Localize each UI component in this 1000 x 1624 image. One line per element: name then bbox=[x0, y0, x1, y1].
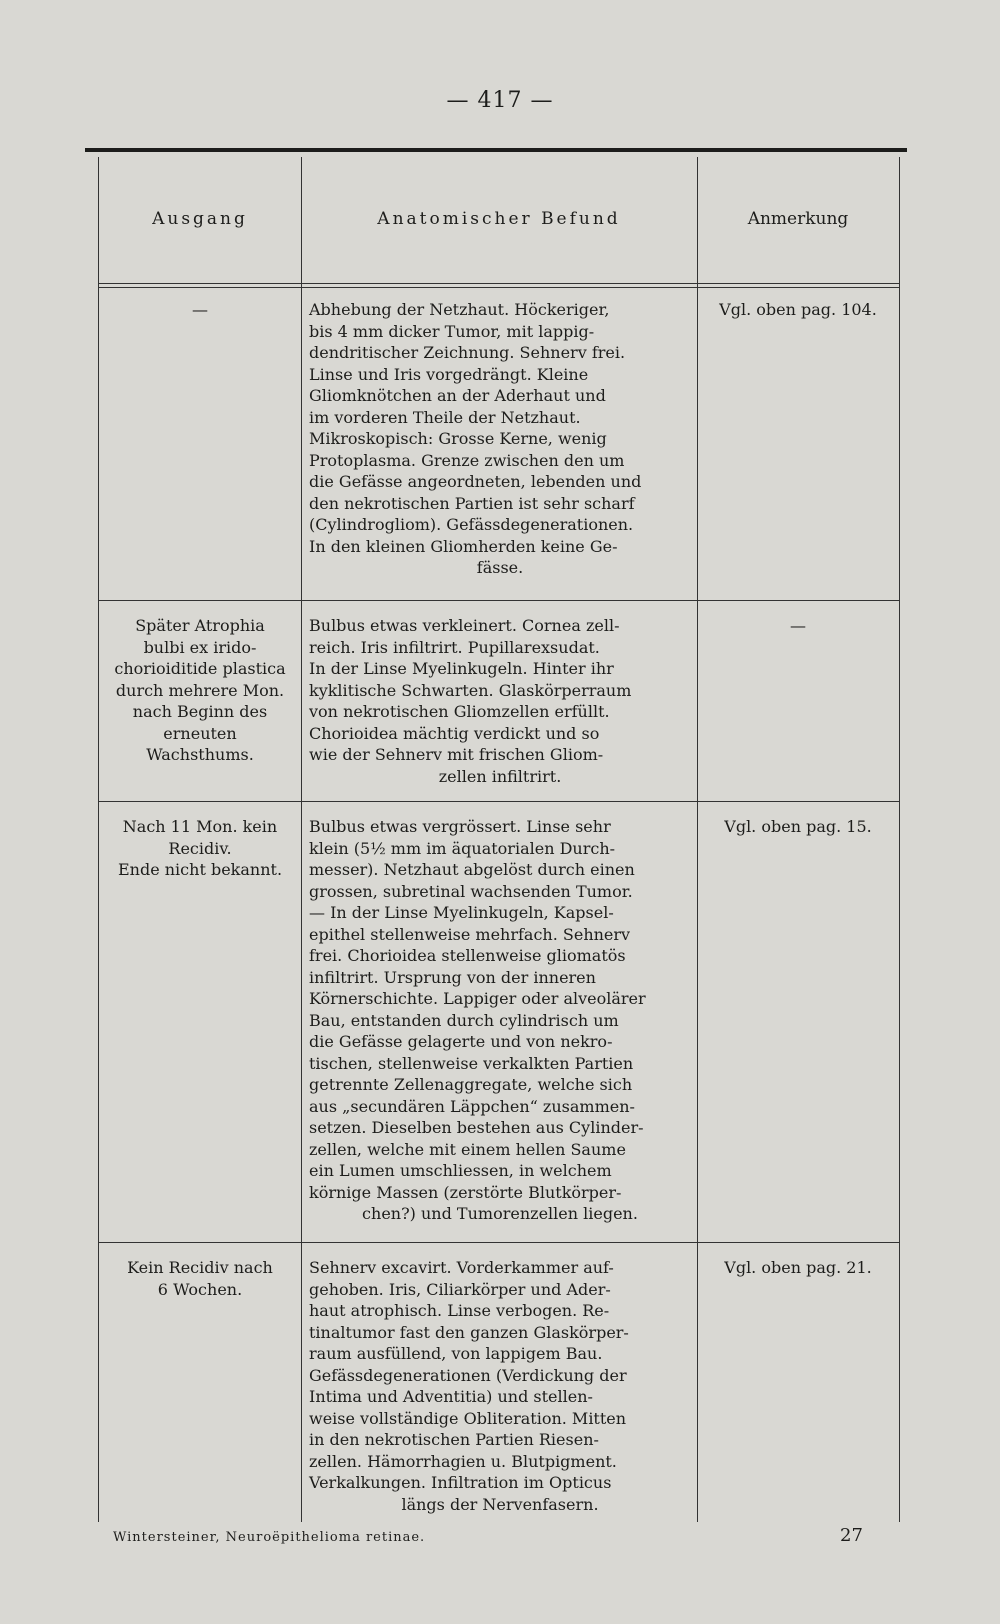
row-3-befund-line: infiltrirt. Ursprung von der inneren bbox=[309, 967, 596, 987]
row-3-ausgang bbox=[99, 816, 301, 881]
row-3-befund bbox=[309, 816, 691, 1225]
row-3-befund-line: zellen, welche mit einem hellen Saume bbox=[309, 1139, 626, 1159]
row-4-befund-line: tinaltumor fast den ganzen Glaskörper- bbox=[309, 1322, 629, 1342]
row-4-ausgang-line: Kein Recidiv nach bbox=[127, 1258, 273, 1277]
row-1-anmerkung: Vgl. oben pag. 104. bbox=[719, 300, 877, 319]
row-1-befund-line: In den kleinen Gliomherden keine Ge- bbox=[309, 536, 618, 556]
row-rule-3 bbox=[99, 1242, 899, 1243]
row-4-befund-line: gehoben. Iris, Ciliarkörper und Ader- bbox=[309, 1279, 611, 1299]
row-1-befund-line: den nekrotischen Partien ist sehr scharf bbox=[309, 493, 635, 513]
row-4-befund-line: Sehnerv excavirt. Vorderkammer auf- bbox=[309, 1258, 614, 1277]
row-1-befund-line: Linse und Iris vorgedrängt. Kleine bbox=[309, 364, 589, 384]
row-1-befund-line: die Gefässe angeordneten, lebenden und bbox=[309, 472, 642, 491]
row-1-ausgang bbox=[103, 299, 297, 321]
row-3-befund-line: klein (5½ mm im äquatorialen Durch- bbox=[309, 838, 616, 858]
header-rule-upper bbox=[99, 283, 899, 284]
row-3-ausgang-line: Ende nicht bekannt. bbox=[117, 860, 283, 879]
row-2-befund-line: zellen infiltrirt. bbox=[438, 766, 562, 786]
row-3-befund-line: ein Lumen umschliessen, in welchem bbox=[309, 1161, 612, 1180]
footer-signature-number: 27 bbox=[840, 1525, 863, 1546]
row-2-ausgang-line: Wachsthums. bbox=[146, 745, 254, 764]
row-3-ausgang-line: Nach 11 Mon. kein bbox=[122, 817, 278, 836]
row-2-befund-line: von nekrotischen Gliomzellen erfüllt. bbox=[309, 702, 610, 721]
row-4-befund-line: Intima und Adventitia) und stellen- bbox=[309, 1387, 593, 1406]
row-3-befund-line: körnige Massen (zerstörte Blutkörper- bbox=[309, 1182, 622, 1202]
row-rule-2 bbox=[99, 801, 899, 802]
row-2-ausgang-line: nach Beginn des bbox=[132, 702, 268, 721]
table-header-row bbox=[99, 157, 899, 287]
row-3-anmerkung: Vgl. oben pag. 15. bbox=[724, 817, 872, 836]
row-2-befund-line: Bulbus etwas verkleinert. Cornea zell- bbox=[309, 616, 620, 635]
row-1-befund-line: dendritischer Zeichnung. Sehnerv frei. bbox=[309, 343, 626, 362]
row-3-befund-line: grossen, subretinal wachsenden Tumor. bbox=[309, 881, 633, 901]
row-2-befund-line: wie der Sehnerv mit frischen Gliom- bbox=[309, 745, 604, 764]
row-4-ausgang bbox=[99, 1257, 301, 1300]
row-1-befund-line: Gliomknötchen an der Aderhaut und bbox=[309, 386, 606, 405]
row-3-befund-line: messer). Netzhaut abgelöst durch einen bbox=[309, 860, 635, 879]
row-2-ausgang-line: bulbi ex irido- bbox=[143, 637, 257, 657]
row-3-befund-line: Bau, entstanden durch cylindrisch um bbox=[309, 1010, 619, 1030]
column-divider-2 bbox=[697, 157, 698, 1522]
row-3-befund-line: — In der Linse Myelinkugeln, Kapsel- bbox=[309, 903, 614, 922]
top-rule bbox=[85, 148, 907, 152]
row-1-befund-line: Mikroskopisch: Grosse Kerne, wenig bbox=[309, 429, 607, 448]
header-rule-lower bbox=[99, 287, 899, 288]
row-1-ausgang-line: — bbox=[192, 300, 208, 319]
row-2-ausgang-line: chorioiditide plastica bbox=[114, 659, 286, 678]
row-3-ausgang-line: Recidiv. bbox=[168, 838, 232, 858]
row-1-befund-line: (Cylindrogliom). Gefässdegenerationen. bbox=[309, 515, 634, 534]
row-3-befund-line: Bulbus etwas vergrössert. Linse sehr bbox=[309, 817, 611, 836]
row-3-befund-line: Körnerschichte. Lappiger oder alveolärer bbox=[309, 989, 646, 1008]
row-4-befund-line: zellen. Hämorrhagien u. Blutpigment. bbox=[309, 1451, 617, 1471]
row-3-befund-line: getrennte Zellenaggregate, welche sich bbox=[309, 1075, 633, 1094]
row-4-befund bbox=[309, 1257, 691, 1515]
row-2-befund-line: In der Linse Myelinkugeln. Hinter ihr bbox=[309, 659, 614, 678]
row-1-befund bbox=[309, 299, 691, 579]
row-3-befund-line: setzen. Dieselben bestehen aus Cylinder- bbox=[309, 1118, 644, 1137]
row-2-ausgang-line: Später Atrophia bbox=[135, 616, 265, 635]
findings-table bbox=[98, 157, 900, 1522]
row-rule-1 bbox=[99, 600, 899, 601]
row-4-befund-line: weise vollständige Obliteration. Mitten bbox=[309, 1408, 627, 1428]
row-2-ausgang bbox=[99, 615, 301, 766]
row-3-befund-line: chen?) und Tumorenzellen liegen. bbox=[362, 1204, 638, 1223]
row-1-befund-line: bis 4 mm dicker Tumor, mit lappig- bbox=[309, 321, 595, 341]
row-3-befund-line: frei. Chorioidea stellenweise gliomatös bbox=[309, 946, 626, 965]
row-1-befund-line: Abhebung der Netzhaut. Höckeriger, bbox=[309, 300, 610, 319]
row-2-befund bbox=[309, 615, 691, 787]
row-4-befund-line: raum ausfüllend, von lappigem Bau. bbox=[309, 1344, 603, 1363]
row-3-befund-line: tischen, stellenweise verkalkten Partien bbox=[309, 1053, 634, 1073]
row-4-befund-line: Gefässdegenerationen (Verdickung der bbox=[309, 1365, 627, 1385]
row-3-befund-line: die Gefässe gelagerte und von nekro- bbox=[309, 1032, 613, 1051]
row-2-ausgang-line: durch mehrere Mon. bbox=[115, 680, 285, 700]
row-1-befund-line: fässe. bbox=[476, 558, 524, 577]
row-4-befund-line: haut atrophisch. Linse verbogen. Re- bbox=[309, 1301, 610, 1320]
header-befund: Anatomischer Befund bbox=[377, 209, 621, 229]
row-4-befund-line: längs der Nervenfasern. bbox=[401, 1494, 599, 1514]
row-2-befund-line: kyklitische Schwarten. Glaskörperraum bbox=[309, 680, 632, 700]
column-divider-1 bbox=[301, 157, 302, 1522]
row-1-befund-line: Protoplasma. Grenze zwischen den um bbox=[309, 450, 625, 470]
row-3-befund-line: epithel stellenweise mehrfach. Sehnerv bbox=[309, 924, 631, 944]
footer-author-title: Wintersteiner, Neuroëpithelioma retinae. bbox=[113, 1530, 426, 1545]
row-4-befund-line: in den nekrotischen Partien Riesen- bbox=[309, 1430, 599, 1449]
row-1-befund-line: im vorderen Theile der Netzhaut. bbox=[309, 407, 581, 427]
page-number: — 417 — bbox=[446, 88, 554, 113]
row-4-ausgang-line: 6 Wochen. bbox=[157, 1279, 243, 1299]
header-anmerkung: Anmerkung bbox=[747, 209, 849, 229]
row-2-anmerkung: — bbox=[790, 616, 806, 635]
header-ausgang: Ausgang bbox=[152, 209, 248, 229]
row-2-befund-line: reich. Iris infiltrirt. Pupillarexsudat. bbox=[309, 637, 600, 657]
row-4-befund-line: Verkalkungen. Infiltration im Opticus bbox=[309, 1473, 612, 1492]
row-2-befund-line: Chorioidea mächtig verdickt und so bbox=[309, 723, 600, 743]
row-2-ausgang-line: erneuten bbox=[163, 723, 237, 743]
row-4-anmerkung: Vgl. oben pag. 21. bbox=[724, 1258, 872, 1277]
row-3-befund-line: aus „secundären Läppchen“ zusammen- bbox=[309, 1096, 635, 1116]
